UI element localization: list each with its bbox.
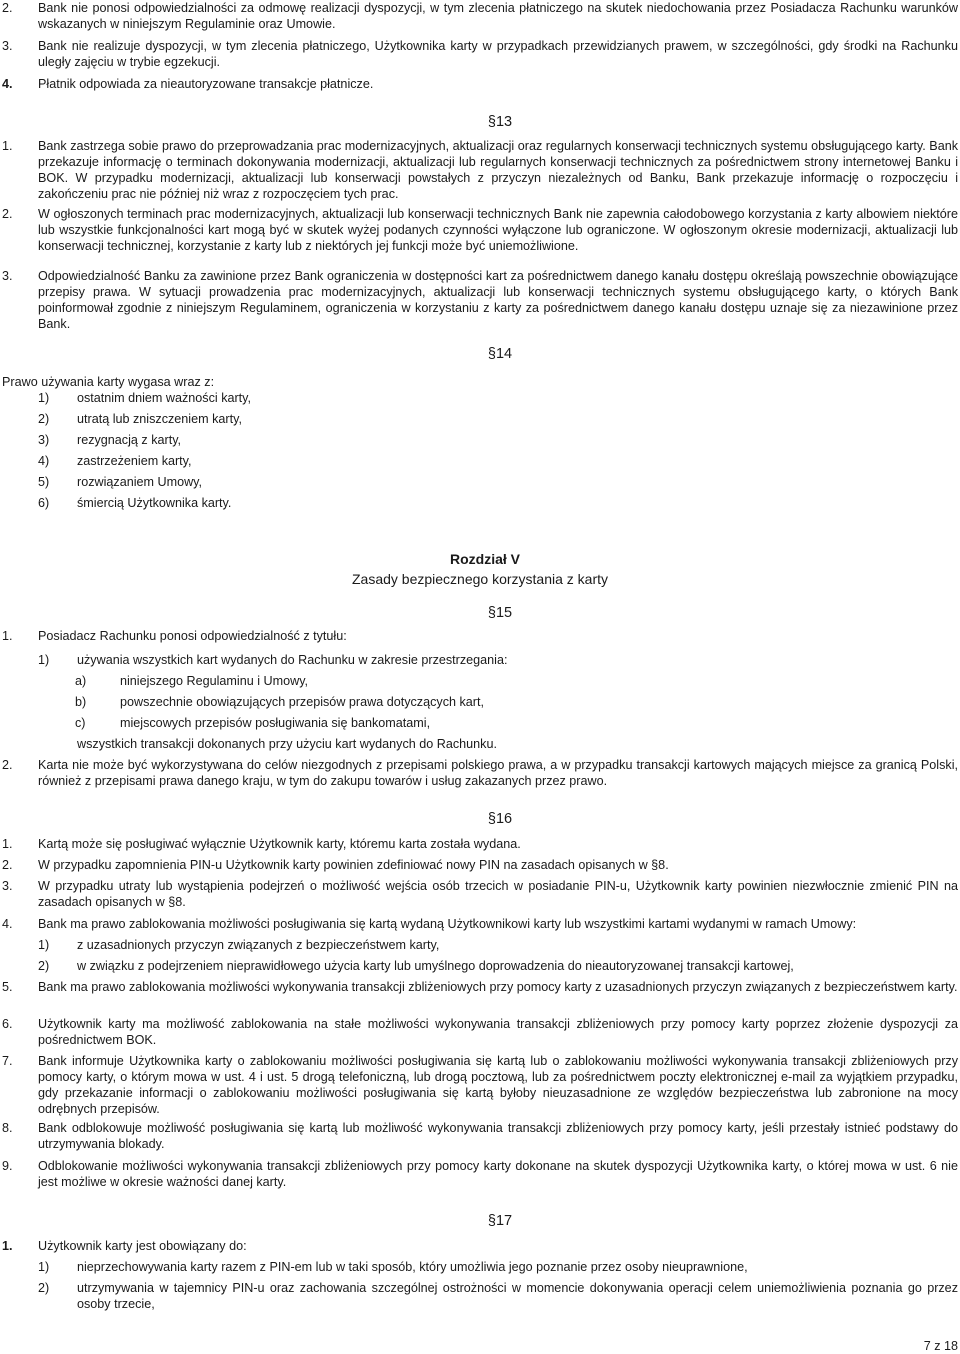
list-item [0, 937, 958, 953]
item-text: W przypadku zapomnienia PIN-u Użytkownik karty powinien zdefiniować nowy PIN na zasadach opisanych w §8. [38, 858, 669, 872]
list-item [0, 878, 960, 910]
section-intro: Prawo używania karty wygasa wraz z: [2, 375, 215, 389]
list-item [0, 652, 958, 668]
item-number: 3. [2, 39, 13, 53]
item-text: Odblokowanie możliwości wykonywania transakcji zbliżeniowych przy pomocy karty dokonane na skutek dyspozycji Użytkownika karty, o której mowa w ust. 6 nie jest możliwe w okresie ważności danej karty. [38, 1159, 958, 1189]
list-item [0, 757, 960, 789]
item-number: 4. [2, 917, 13, 931]
item-number: 9. [2, 1159, 13, 1173]
item-number: 2. [2, 758, 13, 772]
item-text: nieprzechowywania karty razem z PIN-em lub w taki sposób, który umożliwia jego poznanie przez osoby nieuprawnione, [77, 1260, 748, 1274]
item-text: zastrzeżeniem karty, [77, 454, 192, 468]
list-item [0, 836, 960, 852]
list-item [0, 0, 960, 32]
list-item [0, 495, 960, 511]
list-item [0, 694, 484, 710]
list-item [0, 138, 960, 202]
list-item [0, 715, 430, 731]
item-text: W ogłoszonych terminach prac modernizacyjnych, aktualizacji lub konserwacji technicznych Bank nie zapewnia całodobowego korzystania z karty albowiem niektóre lub wszystkie funkcjonalności kart mogą być w skutek wyżej podanych czynności wyłączone lub ograniczone. W ogłoszonym okresie modernizacji, aktualizacji lub konserwacji technicznej, korzystanie z karty lub z niektórych jej funkcji może być uniemożliwione. [38, 207, 958, 253]
list-item [0, 673, 308, 689]
item-text: Bank nie ponosi odpowiedzialności za odmowę realizacji dyspozycji, w tym zlecenia płatniczego na skutek niedochowania przez Posiadacza Rachunku warunków wskazanych w niniejszym Regulaminie oraz Umowie. [38, 1, 958, 31]
item-number: 2) [38, 959, 50, 973]
item-number: 8. [2, 1121, 13, 1135]
list-item [0, 979, 960, 995]
list-item [0, 1120, 960, 1152]
item-text: utrzymywania w tajemnicy PIN-u oraz zachowania szczególnej ostrożności w momencie dokonywania operacji celem uniemożliwienia poznania go przez osoby trzecie, [77, 1281, 958, 1311]
list-item [0, 1238, 960, 1254]
list-item [0, 432, 960, 448]
item-number: 1) [38, 653, 50, 667]
section-heading-15: §15 [487, 605, 513, 621]
item-number: 5. [2, 980, 13, 994]
item-text: niniejszego Regulaminu i Umowy, [120, 674, 309, 688]
item-text: Bank ma prawo zablokowania możliwości posługiwania się kartą wydaną Użytkownikowi karty lub wszystkimi kartami wydanymi w ramach Umowy: [38, 917, 857, 931]
list-item [0, 76, 960, 92]
list-item [0, 1259, 958, 1275]
section-heading-16: §16 [487, 811, 513, 827]
list-item [0, 474, 960, 490]
item-text: śmiercią Użytkownika karty. [77, 496, 232, 510]
list-item [0, 958, 958, 974]
item-text: ostatnim dniem ważności karty, [77, 391, 252, 405]
list-item [0, 1053, 960, 1117]
item-text: Bank informuje Użytkownika karty o zablokowaniu możliwości posługiwania się kartą lub o zablokowaniu możliwości wykonywania transakcji zbliżeniowych przy pomocy karty, o którym mowa w ust. 4 i ust. 5 drogą telefoniczną, lub drogą pocztową, lub za pośrednictwem poczty elektronicznej e-mail za wyjątkiem przypadku, gdy przekazanie informacji o zablokowaniu możliwości posługiwania się kartą byłoby nieuzasadnione ze względów bezpieczeństwa lub zabronione na mocy odrębnych przepisów. [38, 1054, 958, 1116]
item-number: 2) [38, 1281, 50, 1295]
item-text: utratą lub zniszczeniem karty, [77, 412, 242, 426]
item-text: Bank nie realizuje dyspozycji, w tym zlecenia płatniczego, Użytkownika karty w przypadkach przewidzianych prawem, w szczególności, gdy środki na Rachunku uległy zajęciu w trybie egzekucji. [38, 39, 958, 69]
item-text: rozwiązaniem Umowy, [77, 475, 203, 489]
item-text: Karta nie może być wykorzystywana do celów niezgodnych z przepisami polskiego prawa, a w przypadku transakcji kartowych mających miejsce za granicą Polski, również z przepisami prawa danego kraju, w tym do zakupu towarów i usług zakazanych przez prawo. [38, 758, 958, 788]
item-number: 1. [2, 1239, 13, 1253]
item-number: a) [75, 674, 87, 688]
item-number: 5) [38, 475, 50, 489]
chapter-subtitle: Zasady bezpiecznego korzystania z karty [351, 571, 608, 587]
item-number: 3) [38, 433, 50, 447]
item-number: 6) [38, 496, 50, 510]
item-text: używania wszystkich kart wydanych do Rachunku w zakresie przestrzegania: [77, 653, 508, 667]
item-text: z uzasadnionych przyczyn związanych z bezpieczeństwem karty, [77, 938, 440, 952]
item-text: Posiadacz Rachunku ponosi odpowiedzialność z tytułu: [38, 629, 347, 643]
list-item-tail: wszystkich transakcji dokonanych przy użyciu kart wydanych do Rachunku. [77, 737, 497, 751]
chapter-title: Rozdział V [449, 551, 520, 567]
item-number: 3. [2, 269, 13, 283]
list-item [0, 628, 960, 644]
item-text: Użytkownik karty jest obowiązany do: [38, 1239, 247, 1253]
item-number: 1. [2, 139, 13, 153]
item-text: miejscowych przepisów posługiwania się bankomatami, [120, 716, 431, 730]
item-text: Bank ma prawo zablokowania możliwości wykonywania transakcji zbliżeniowych przy pomocy karty z uzasadnionych przyczyn związanych z bezpieczeństwem karty. [38, 980, 958, 994]
item-text: Odpowiedzialność Banku za zawinione przez Bank ograniczenia w dostępności kart za pośrednictwem danego kanału dostępu określają powszechnie obowiązujące przepisy prawa. W sytuacji prowadzenia prac modernizacyjnych, aktualizacji lub konserwacji technicznych systemu obsługującego karty, o których Bank poinformował zgodnie z niniejszym Regulaminem, ograniczenia w korzystaniu z karty za pośrednictwem danego kanału dostępu uznaje się za niezawinione przez Bank. [38, 269, 958, 331]
page-number: 7 z 18 [923, 1339, 958, 1353]
section-heading-17: §17 [487, 1213, 513, 1229]
list-item [0, 1158, 960, 1190]
list-item [0, 857, 960, 873]
item-number: 4. [2, 77, 13, 91]
item-number: 2. [2, 858, 13, 872]
list-item [0, 1016, 960, 1048]
item-number: 2) [38, 412, 50, 426]
item-number: 1) [38, 1260, 50, 1274]
item-number: 1. [2, 837, 13, 851]
list-item [0, 268, 960, 332]
s14-list [0, 390, 960, 511]
item-text: Bank odblokowuje możliwość posługiwania się kartą lub możliwość wykonywania transakcji zbliżeniowych przy pomocy karty, jeśli przestały istnieć podstawy do utrzymywania blokady. [38, 1121, 958, 1151]
item-number: 3. [2, 879, 13, 893]
list-item [0, 390, 960, 406]
item-number: 2. [2, 207, 13, 221]
list-item [0, 206, 960, 254]
item-number: 7. [2, 1054, 13, 1068]
item-text: Kartą może się posługiwać wyłącznie Użytkownik karty, któremu karta została wydana. [38, 837, 521, 851]
item-number: 1) [38, 938, 50, 952]
item-text: Płatnik odpowiada za nieautoryzowane transakcje płatnicze. [38, 77, 374, 91]
item-text: powszechnie obowiązujących przepisów prawa dotyczących kart, [120, 695, 484, 709]
list-item [0, 411, 960, 427]
item-text: w związku z podejrzeniem nieprawidłowego użycia karty lub umyślnego doprowadzenia do nieautoryzowanej transakcji kartowej, [77, 959, 794, 973]
item-text: W przypadku utraty lub wystąpienia podejrzeń o możliwość wejścia osób trzecich w posiadanie PIN-u, Użytkownik karty powinien niezwłocznie zmienić PIN na zasadach opisanych w §8. [38, 879, 958, 909]
list-item [0, 38, 960, 70]
list-item [0, 1280, 958, 1312]
list-item [0, 916, 960, 932]
item-number: 1) [38, 391, 50, 405]
section-heading-14: §14 [487, 346, 513, 362]
item-text: rezygnacją z karty, [77, 433, 182, 447]
item-number: 2. [2, 1, 13, 15]
item-text: Użytkownik karty ma możliwość zablokowania na stałe możliwości wykonywania transakcji zbliżeniowych przy pomocy karty poprzez złożenie dyspozycji za pośrednictwem BOK. [38, 1017, 958, 1047]
list-item [0, 453, 960, 469]
item-number: 4) [38, 454, 50, 468]
item-number: 6. [2, 1017, 13, 1031]
item-number: c) [75, 716, 86, 730]
item-number: 1. [2, 629, 13, 643]
item-number: b) [75, 695, 87, 709]
item-text: Bank zastrzega sobie prawo do przeprowadzania prac modernizacyjnych, aktualizacji oraz regularnych konserwacji technicznych systemu obsługującego karty. Bank przekazuje informację o terminach dokonywania modernizacji, aktualizacji lub regularnych konserwacji technicznych za pośrednictwem strony internetowej Banku i BOK. W przypadku modernizacji, aktualizacji lub konserwacji powstałych z przyczyn niezależnych od Banku, Bank przekazuje informację o rozpoczęciu i zakończeniu prac nie później niż wraz z rozpoczęciem tych prac. [38, 139, 958, 201]
section-heading-13: §13 [487, 114, 513, 130]
